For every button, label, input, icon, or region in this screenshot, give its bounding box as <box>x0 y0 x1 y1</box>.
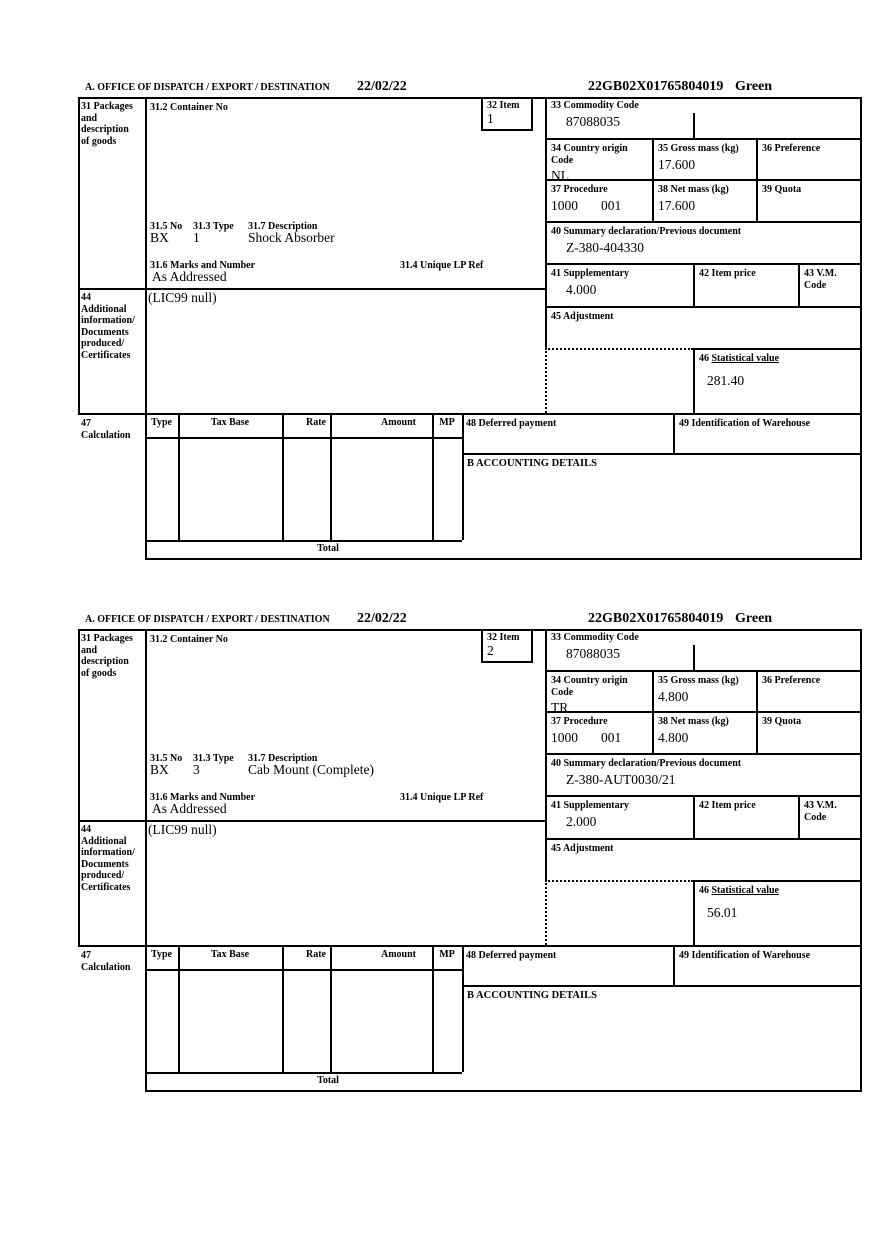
box34-label: 34 Country origin Code <box>551 143 628 166</box>
calc-header-underline <box>145 969 462 971</box>
calc-col-type-header: Type <box>151 949 172 960</box>
accounting-details-label: B ACCOUNTING DETAILS <box>467 458 597 469</box>
supplementary-value: 2.000 <box>566 813 597 829</box>
procedure-value <box>551 199 650 214</box>
box46-number: 46 <box>699 885 709 896</box>
box48-label: 48 Deferred payment <box>466 418 557 429</box>
calc-col-mp-header: MP <box>439 417 455 428</box>
box39-label: 39 Quota <box>762 716 802 727</box>
box34-label: 34 Country origin Code <box>551 675 628 698</box>
box37-procedure <box>545 181 652 223</box>
box31-5-no-label: 31.5 No <box>150 221 183 232</box>
box45-label: 45 Adjustment <box>551 843 614 854</box>
box46-statistical-value <box>693 348 860 413</box>
calc-header-underline <box>145 437 462 439</box>
box31-label-line: and <box>81 112 98 124</box>
routing-status: Green <box>735 79 773 94</box>
statistical-dotted-box <box>545 348 693 413</box>
form-bottom-border <box>145 1090 862 1092</box>
calc-col-type-header: Type <box>151 417 172 428</box>
box34-country-origin <box>545 672 652 713</box>
box31-6-marks-label: 31.6 Marks and Number <box>150 260 256 271</box>
box31-label-line: and <box>81 644 98 656</box>
marks-and-number-value: As Addressed <box>152 801 227 816</box>
calc-col-divider <box>432 415 434 540</box>
packages-type-value: 3 <box>193 762 200 777</box>
box31-6-marks-label: 31.6 Marks and Number <box>150 792 256 803</box>
box35-label: 35 Gross mass (kg) <box>658 675 739 686</box>
box40-label: 40 Summary declaration/Previous document <box>551 226 742 237</box>
box44-label-line: produced/ <box>81 338 125 349</box>
label-column-divider <box>145 97 147 558</box>
box36-label: 36 Preference <box>762 143 821 154</box>
box47-calculation-label <box>81 950 130 973</box>
calc-col-divider <box>282 415 284 540</box>
box35-gross-mass <box>652 672 756 713</box>
box39-label: 39 Quota <box>762 184 802 195</box>
box46-label <box>699 885 858 897</box>
box45-adjustment <box>545 840 860 880</box>
box31-5-no-label: 31.5 No <box>150 753 183 764</box>
box49-label: 49 Identification of Warehouse <box>679 950 811 961</box>
packages-no-value: BX <box>150 762 169 777</box>
box45-adjustment <box>545 308 860 348</box>
box44-label-line: information/ <box>81 847 135 858</box>
box38-label: 38 Net mass (kg) <box>658 184 729 195</box>
box31-packages-label <box>81 633 133 679</box>
box36-label: 36 Preference <box>762 675 821 686</box>
box31-label-line: description <box>81 124 129 135</box>
dispatch-date: 22/02/22 <box>357 611 407 626</box>
label-column-divider <box>145 629 147 1090</box>
accounting-details-label: B ACCOUNTING DETAILS <box>467 990 597 1001</box>
calc-col-divider <box>178 415 180 540</box>
box44-label-line: 44 <box>81 292 91 303</box>
box36-preference <box>756 140 860 181</box>
calc-col-rate-header: Rate <box>306 417 326 428</box>
country-origin-code-value: NL <box>551 168 569 181</box>
box48-label: 48 Deferred payment <box>466 950 557 961</box>
box31-2-container-no-label: 31.2 Container No <box>150 634 228 645</box>
box35-gross-mass <box>652 140 756 181</box>
box48-deferred-payment <box>462 415 673 455</box>
box32-item-label: 32 Item <box>487 632 520 643</box>
box44-label-line: Certificates <box>81 881 131 893</box>
box31-packages-label <box>81 101 133 147</box>
box49-warehouse-id <box>673 947 860 987</box>
box39-quota <box>756 713 860 755</box>
box47-number: 47 <box>81 418 91 429</box>
box44-additional-info-label <box>81 824 135 893</box>
additional-information-value: (LIC99 null) <box>148 822 217 837</box>
box49-label: 49 Identification of Warehouse <box>679 418 811 429</box>
procedure-value <box>551 731 650 746</box>
form-right-border <box>860 629 862 1090</box>
procedure-ext-value: 001 <box>601 197 622 213</box>
box40-summary-declaration <box>545 223 860 265</box>
gross-mass-value: 17.600 <box>658 156 696 172</box>
box35-label: 35 Gross mass (kg) <box>658 143 739 154</box>
packages-type-value: 1 <box>193 230 200 245</box>
box44-label-line: information/ <box>81 315 135 326</box>
box44-label-line: Documents <box>81 326 129 338</box>
box42-label: 42 Item price <box>699 800 756 811</box>
box42-item-price <box>693 797 798 840</box>
box32-item <box>481 97 533 131</box>
calc-col-amount-header: Amount <box>380 949 416 960</box>
calc-col-amount-header: Amount <box>380 417 416 428</box>
box31-label-line: of goods <box>81 135 117 147</box>
box38-net-mass <box>652 713 756 755</box>
procedure-ext-value: 001 <box>601 729 622 745</box>
box31-3-type-label: 31.3 Type <box>193 221 234 232</box>
box33-commodity-code <box>545 97 860 140</box>
box44-label-line: Documents <box>81 858 129 870</box>
declaration-item-section <box>78 79 862 560</box>
declaration-item-section <box>78 611 862 1092</box>
summary-declaration-value: Z-380-404330 <box>566 239 644 255</box>
box40-label: 40 Summary declaration/Previous document <box>551 758 742 769</box>
box41-label: 41 Supplementary <box>551 268 630 279</box>
box44-label-line: Additional <box>81 835 127 847</box>
box44-label-line: Certificates <box>81 349 131 361</box>
calc-col-divider <box>330 415 332 540</box>
goods-description-value: Shock Absorber <box>248 230 335 245</box>
box33-label: 33 Commodity Code <box>551 632 639 643</box>
box44-label-line: produced/ <box>81 870 125 881</box>
box31-label-line: description <box>81 656 129 667</box>
box34-country-origin <box>545 140 652 181</box>
calc-col-divider <box>330 947 332 1072</box>
form-left-border <box>78 97 80 413</box>
calc-col-divider <box>432 947 434 1072</box>
box42-label: 42 Item price <box>699 268 756 279</box>
calc-col-tax-base-header: Tax Base <box>210 949 250 960</box>
box49-warehouse-id <box>673 415 860 455</box>
box31-4-unique-lp-ref-label: 31.4 Unique LP Ref <box>400 260 484 271</box>
declaration-reference: 22GB02X01765804019 <box>588 79 724 94</box>
marks-and-number-value: As Addressed <box>152 269 227 284</box>
net-mass-value: 4.800 <box>658 729 689 745</box>
box39-quota <box>756 181 860 223</box>
box36-preference <box>756 672 860 713</box>
form-right-border <box>860 97 862 558</box>
office-of-dispatch-label: A. OFFICE OF DISPATCH / EXPORT / DESTINATION <box>85 614 330 625</box>
box43-vm-code <box>798 265 860 308</box>
box40-summary-declaration <box>545 755 860 797</box>
box43-label: 43 V.M. Code <box>804 800 837 823</box>
box31-3-type-label: 31.3 Type <box>193 753 234 764</box>
gross-mass-value: 4.800 <box>658 688 689 704</box>
box31-label-line: 31 Packages <box>81 633 133 644</box>
calc-col-divider <box>282 947 284 1072</box>
box47-number: 47 <box>81 950 91 961</box>
commodity-code-value: 87088035 <box>566 113 620 129</box>
net-mass-value: 17.600 <box>658 197 696 213</box>
calc-table-bottom-border <box>145 1072 462 1074</box>
box44-additional-info-label <box>81 292 135 361</box>
box41-supplementary <box>545 265 693 308</box>
packages-no-value: BX <box>150 230 169 245</box>
box46-label <box>699 353 858 365</box>
box37-label: 37 Procedure <box>551 716 608 727</box>
supplementary-value: 4.000 <box>566 281 597 297</box>
box46-number: 46 <box>699 353 709 364</box>
box47-calculation-label <box>81 418 130 441</box>
box48-deferred-payment <box>462 947 673 987</box>
box31-2-container-no-label: 31.2 Container No <box>150 102 228 113</box>
calc-col-rate-header: Rate <box>306 949 326 960</box>
calc-total-label: Total <box>317 1075 339 1086</box>
box33-commodity-code <box>545 629 860 672</box>
box31-label-line: of goods <box>81 667 117 679</box>
statistical-dotted-box <box>545 880 693 945</box>
form-left-border <box>78 629 80 945</box>
box37-label: 37 Procedure <box>551 184 608 195</box>
office-of-dispatch-label: A. OFFICE OF DISPATCH / EXPORT / DESTINATION <box>85 82 330 93</box>
country-origin-code-value: TR <box>551 700 569 713</box>
box32-item <box>481 629 533 663</box>
calc-total-label: Total <box>317 543 339 554</box>
box41-label: 41 Supplementary <box>551 800 630 811</box>
box31-7-description-label: 31.7 Description <box>248 221 318 232</box>
box47-text: Calculation <box>81 429 131 441</box>
calc-col-mp-header: MP <box>439 949 455 960</box>
additional-information-value: (LIC99 null) <box>148 290 217 305</box>
routing-status: Green <box>735 611 773 626</box>
statistical-value: 56.01 <box>707 904 738 920</box>
form-bottom-border <box>145 558 862 560</box>
box33-label: 33 Commodity Code <box>551 100 639 111</box>
procedure-code-value: 1000 <box>551 197 578 213</box>
calc-table-bottom-border <box>145 540 462 542</box>
box42-item-price <box>693 265 798 308</box>
box31-7-description-label: 31.7 Description <box>248 753 318 764</box>
box47-text: Calculation <box>81 961 131 973</box>
box43-label: 43 V.M. Code <box>804 268 837 291</box>
box38-label: 38 Net mass (kg) <box>658 716 729 727</box>
calc-col-tax-base-header: Tax Base <box>210 417 250 428</box>
box41-supplementary <box>545 797 693 840</box>
box32-item-label: 32 Item <box>487 100 520 111</box>
box31-label-line: 31 Packages <box>81 101 133 112</box>
item-number-value: 2 <box>487 642 494 658</box>
summary-declaration-value: Z-380-AUT0030/21 <box>566 771 676 787</box>
box44-label-line: Additional <box>81 303 127 315</box>
goods-description-value: Cab Mount (Complete) <box>248 762 374 777</box>
box46-text: Statistical value <box>711 353 779 364</box>
box46-text: Statistical value <box>711 885 779 896</box>
statistical-value: 281.40 <box>707 372 745 388</box>
calc-col-divider <box>178 947 180 1072</box>
dispatch-date: 22/02/22 <box>357 79 407 94</box>
box46-statistical-value <box>693 880 860 945</box>
box37-procedure <box>545 713 652 755</box>
item-number-value: 1 <box>487 110 494 126</box>
box45-label: 45 Adjustment <box>551 311 614 322</box>
commodity-code-value: 87088035 <box>566 645 620 661</box>
box31-4-unique-lp-ref-label: 31.4 Unique LP Ref <box>400 792 484 803</box>
commodity-code-divider <box>693 113 695 140</box>
procedure-code-value: 1000 <box>551 729 578 745</box>
box44-label-line: 44 <box>81 824 91 835</box>
box43-vm-code <box>798 797 860 840</box>
commodity-code-divider <box>693 645 695 672</box>
box38-net-mass <box>652 181 756 223</box>
declaration-reference: 22GB02X01765804019 <box>588 611 724 626</box>
